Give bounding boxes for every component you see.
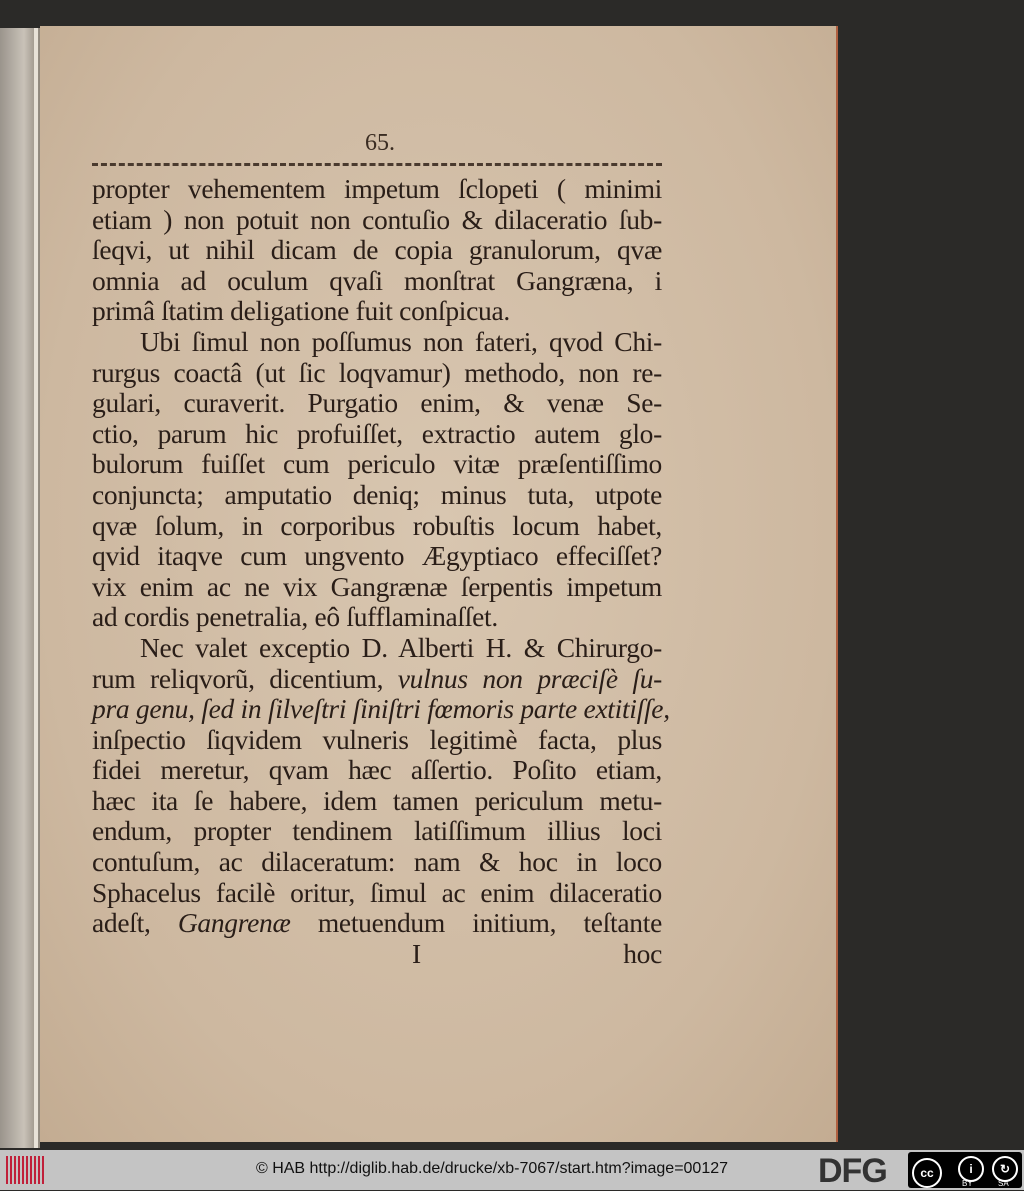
text-line: hæc ita ſe habere, idem tamen periculum metu- (92, 784, 662, 816)
text-segment: rum reliqvorũ, dicentium, (92, 662, 384, 694)
footer-bar (0, 1150, 1024, 1190)
page-text (92, 173, 670, 969)
page-number: 65. (365, 130, 395, 156)
text-line: etiam ) non potuit non contuſio & dilaceratio ſub- (92, 203, 662, 235)
page-edge (34, 28, 38, 1148)
sa-label: SA (998, 1179, 1009, 1188)
text-line: inſpectio ſiqvidem vulneris legitimè facta, plus (92, 723, 662, 755)
text-line: ad cordis penetralia, eô ſufflaminaſſet. (92, 601, 498, 633)
text-line: Nec valet exceptio D. Alberti H. & Chirurgo- (140, 631, 662, 663)
italic-text: vulnus non præciſè ſu- (397, 662, 663, 694)
cc-icon: cc (912, 1158, 942, 1188)
text-line: propter vehementem impetum ſclopeti ( minimi (92, 173, 662, 204)
text-line: fidei meretur, qvam hæc aſſertio. Poſito etiam, (92, 754, 662, 786)
text-line: rurgus coactâ (ut ſic loqvamur) methodo, non re- (92, 356, 662, 388)
text-line: Sphacelus facilè oritur, ſimul ac enim dilaceratio (92, 876, 662, 908)
by-icon: i (958, 1156, 984, 1182)
text-line: primâ ſtatim deligatione fuit conſpicua. (92, 295, 510, 327)
text-line: ctio, parum hic profuiſſet, extractio autem glo- (92, 417, 662, 449)
text-line: pra genu, ſed in ſilveſtri ſiniſtri fœmoris parte extitiſſe, (92, 693, 670, 725)
text-line: qvid itaqve cum ungvento Ægyptiaco effeciſſet? (92, 540, 662, 572)
text-line: Ubi ſimul non poſſumus non fateri, qvod Chi- (140, 325, 662, 357)
signature-line (92, 939, 662, 970)
text-line: vix enim ac ne vix Gangrænæ ſerpentis impetum (92, 570, 662, 602)
italic-text: Gangrenæ (177, 907, 291, 939)
by-label: BY (962, 1179, 973, 1188)
signature-mark: I (412, 937, 421, 969)
text-segment: metuendum initium, teſtante (317, 907, 662, 939)
text-line: ſeqvi, ut nihil dicam de copia granulorum, qvæ (92, 234, 662, 266)
text-line: contuſum, ac dilaceratum: nam & hoc in loco (92, 846, 662, 878)
text-line (92, 664, 662, 695)
credit-link[interactable]: © HAB http://diglib.hab.de/drucke/xb-7067/start.htm?image=00127 (255, 1160, 729, 1177)
text-line: gulari, curaverit. Purgatio enim, & venæ Se- (92, 387, 662, 419)
text-line: bulorum fuiſſet cum periculo vitæ præſentiſſimo (92, 448, 662, 480)
text-line: conjuncta; amputatio deniq; minus tuta, utpote (92, 478, 662, 510)
cc-license-badge[interactable] (908, 1152, 1022, 1188)
text-line (92, 908, 662, 939)
dfg-logo: DFG (818, 1152, 887, 1190)
text-line: endum, propter tendinem latiſſimum illius loci (92, 815, 662, 847)
sa-icon: ↻ (992, 1156, 1018, 1182)
header-rule (92, 163, 662, 169)
text-line: omnia ad oculum qvaſi monſtrat Gangræna, i (92, 264, 662, 296)
text-line: qvæ ſolum, in corporibus robuſtis locum habet, (92, 509, 662, 541)
catchword: hoc (623, 937, 662, 969)
text-segment: adeſt, (92, 907, 151, 939)
